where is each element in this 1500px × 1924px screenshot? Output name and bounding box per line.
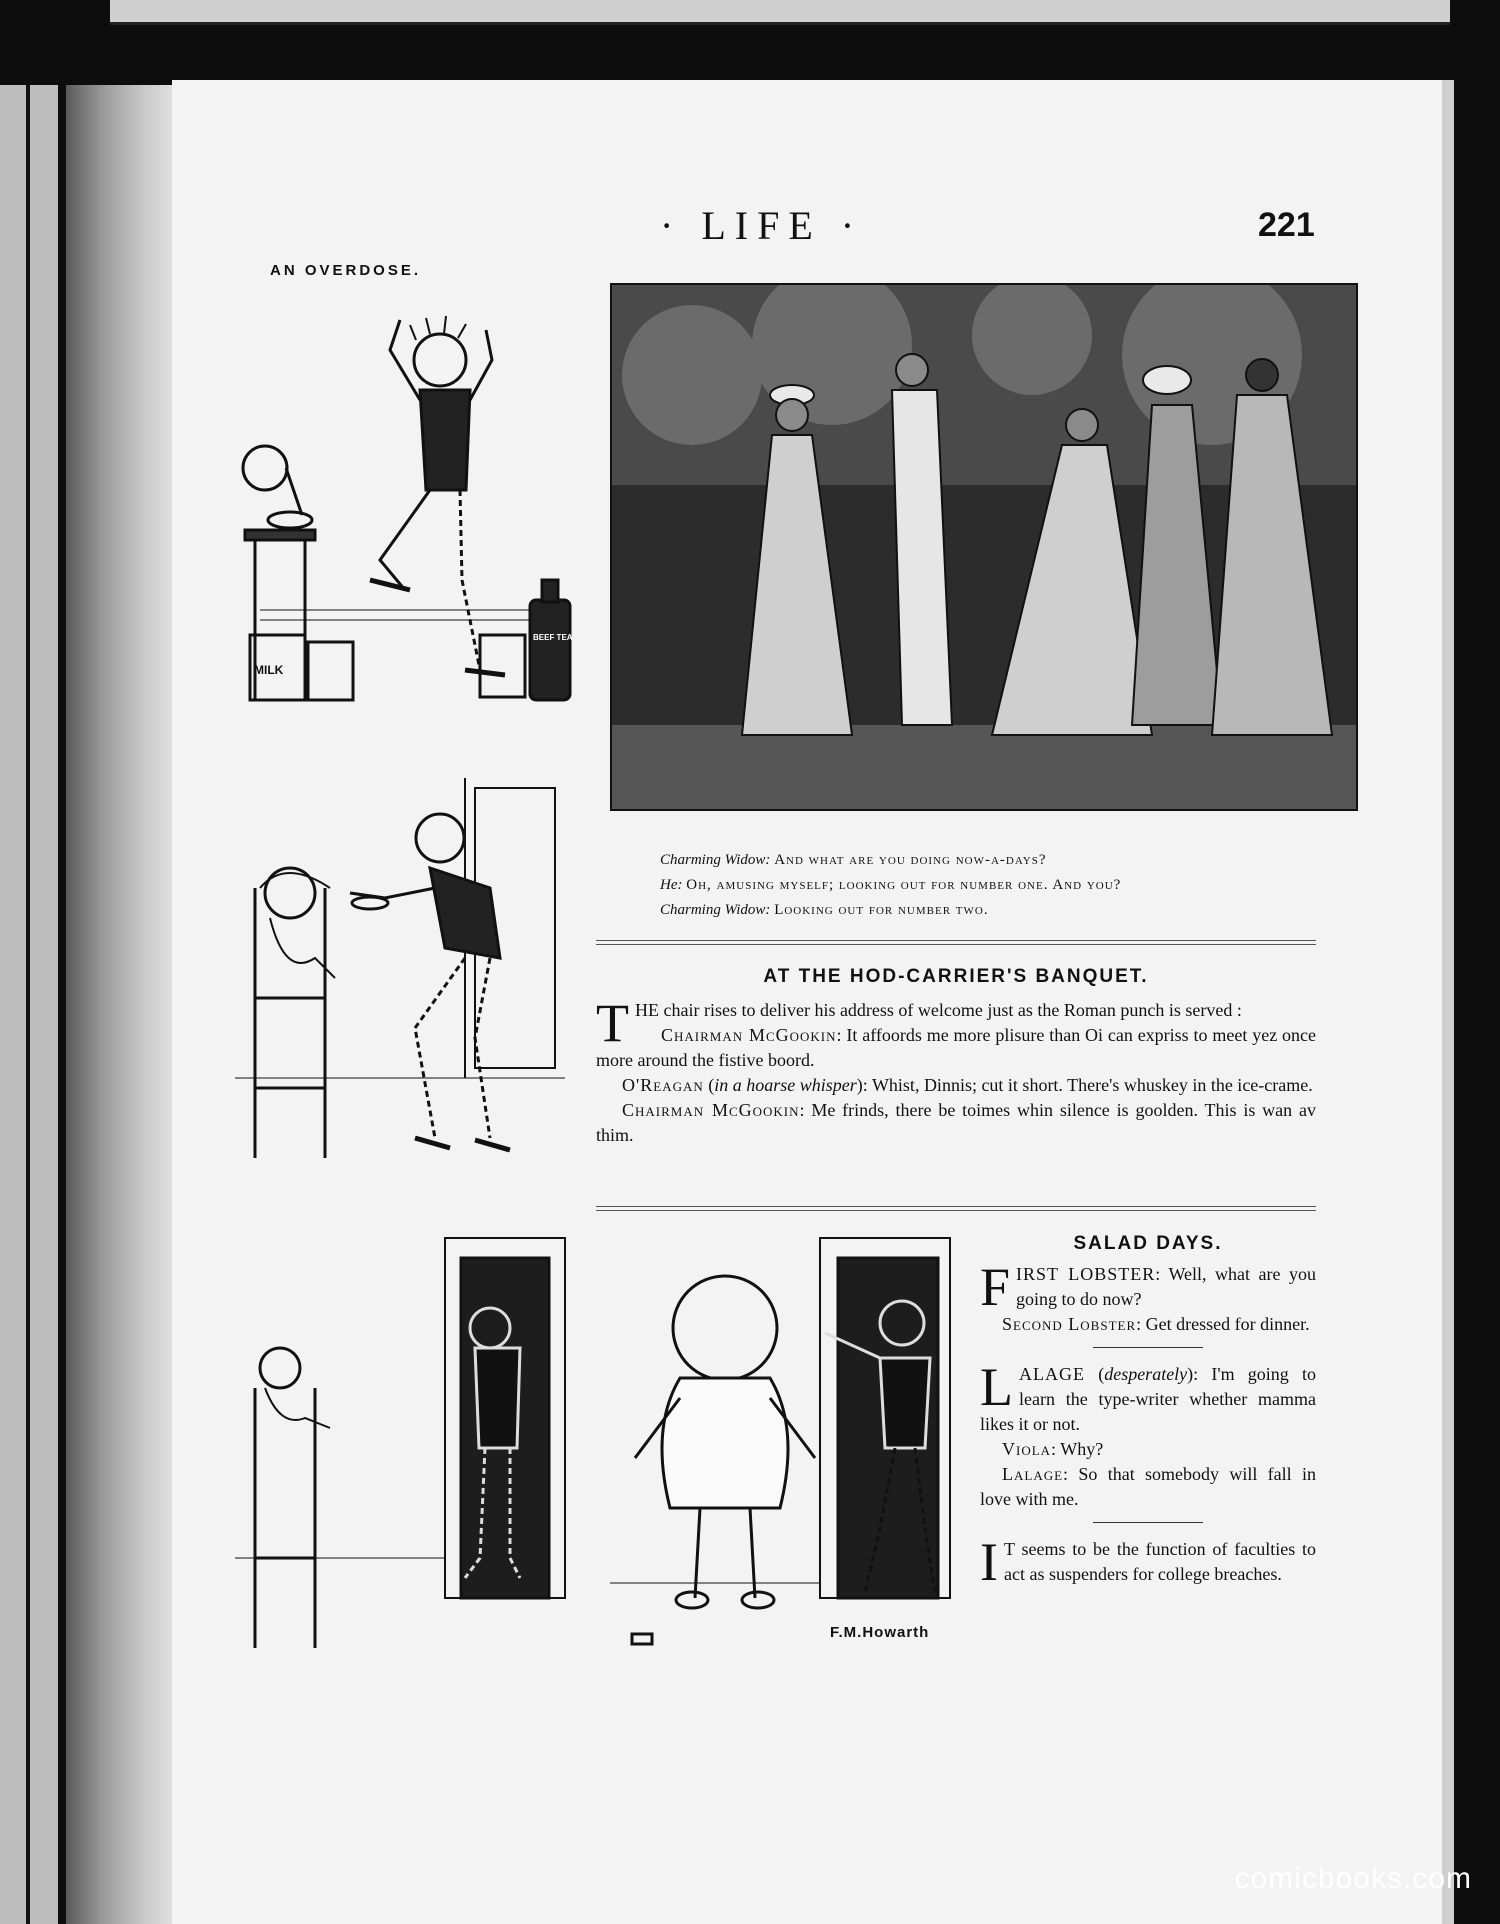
- cartoon-overdose: [230, 290, 580, 710]
- artist-signature: F.M.Howarth: [830, 1624, 930, 1641]
- garden-party-illustration: [610, 283, 1358, 811]
- drop-cap: L: [980, 1357, 1013, 1417]
- section-divider: [596, 940, 1316, 945]
- joke-divider: [1093, 1347, 1203, 1348]
- salad-text: : Get dressed for dinner.: [1136, 1314, 1310, 1334]
- caption-line: [660, 873, 1350, 898]
- banquet-line: [596, 1098, 1316, 1148]
- page-number: 221: [1258, 206, 1315, 244]
- caption-speaker: Charming Widow:: [660, 852, 771, 868]
- banquet-text: [596, 993, 1316, 1148]
- drop-cap: I: [980, 1532, 998, 1592]
- caption-speaker: He:: [660, 877, 683, 893]
- salad-days-text: [980, 1257, 1316, 1592]
- stage-direction: desperately: [1104, 1364, 1188, 1384]
- left-page-edge: [0, 85, 58, 1924]
- salad-speaker: Second Lobster: [1002, 1314, 1137, 1334]
- cartoon-man-leaving: [235, 1228, 575, 1658]
- caption-text: Oh, amusing myself; looking out for number one. And you?: [686, 877, 1122, 893]
- banquet-speaker: Chairman McGookin: [622, 1100, 800, 1120]
- banquet-line-text: : Me frinds, there be toimes whin silence is goolden. This is wan av thim.: [596, 1100, 1316, 1145]
- salad-speaker: Lalage: [1002, 1464, 1064, 1484]
- banquet-intro-text: HE chair rises to deliver his address of welcome just as the Roman punch is served :: [635, 1000, 1242, 1020]
- cartoon-baby-tantrum: [610, 1228, 960, 1658]
- watermark: comicbooks.com: [1234, 1862, 1472, 1895]
- salad-line: [980, 1462, 1316, 1512]
- caption-text: Looking out for number two.: [774, 902, 989, 918]
- banquet-line-text: : It affoords me more plisure than Oi can expriss to meet yez once more around the fistive boord.: [596, 1025, 1316, 1070]
- overdose-title: AN OVERDOSE.: [270, 262, 422, 279]
- adjacent-page-strip: [110, 0, 1450, 25]
- salad-line: [980, 1312, 1316, 1337]
- banquet-line: [596, 1023, 1316, 1073]
- salad-text: : So that somebody will fall in love with me.: [980, 1464, 1316, 1509]
- caption-speaker: Charming Widow:: [660, 902, 771, 918]
- banquet-title: AT THE HOD-CARRIER'S BANQUET.: [763, 966, 1149, 987]
- salad-joke-3: [980, 1532, 1316, 1592]
- salad-speaker: Viola: [1002, 1439, 1052, 1459]
- joke-divider: [1093, 1522, 1203, 1523]
- salad-speaker: IRST LOBSTER: [1016, 1264, 1156, 1284]
- banquet-line: O'Reagan (in a hoarse whisper): Whist, Dinnis; cut it short. There's whuskey in the ice-crame.: [622, 1075, 1313, 1095]
- cartoon-feeding-baby: [235, 778, 565, 1168]
- section-divider: [596, 1206, 1316, 1211]
- book-gutter: [66, 85, 172, 1924]
- stage-direction: in a hoarse whisper: [714, 1075, 857, 1095]
- banquet-speaker: O'Reagan: [622, 1075, 704, 1095]
- masthead-title: · LIFE ·: [660, 203, 864, 248]
- salad-line: [980, 1437, 1316, 1462]
- page-edge: [1442, 80, 1454, 1924]
- drop-cap: F: [980, 1257, 1011, 1317]
- salad-joke-2: LALAGE (desperately): I'm going to learn the type-writer whether mamma likes it or not. Viola: Why? Lalage: So that somebody will fall in love with me.: [980, 1362, 1316, 1512]
- salad-joke-1: [980, 1257, 1316, 1337]
- milk-label: MILK: [254, 663, 284, 677]
- illustration-caption: [660, 848, 1350, 923]
- caption-text: And what are you doing now-a-days?: [774, 852, 1047, 868]
- salad-text: T seems to be the function of faculties to act as suspenders for college breaches.: [1003, 1539, 1316, 1584]
- salad-speaker: ALAGE: [1019, 1364, 1085, 1384]
- salad-text: : Why?: [1051, 1439, 1104, 1459]
- caption-line: [660, 848, 1350, 873]
- drop-cap: T: [596, 993, 629, 1053]
- banquet-line-text: : Whist, Dinnis; cut it short. There's whuskey in the ice-crame.: [862, 1075, 1313, 1095]
- salad-text: : I'm going to learn the type-writer whether mamma likes it or not.: [980, 1364, 1316, 1434]
- banquet-speaker: Chairman McGookin: [661, 1025, 837, 1045]
- caption-line: [660, 898, 1350, 923]
- salad-text: : Well, what are you going to do now?: [1016, 1264, 1316, 1309]
- bottle-label: BEEF TEA: [533, 633, 573, 642]
- salad-days-title: SALAD DAYS.: [1073, 1233, 1223, 1254]
